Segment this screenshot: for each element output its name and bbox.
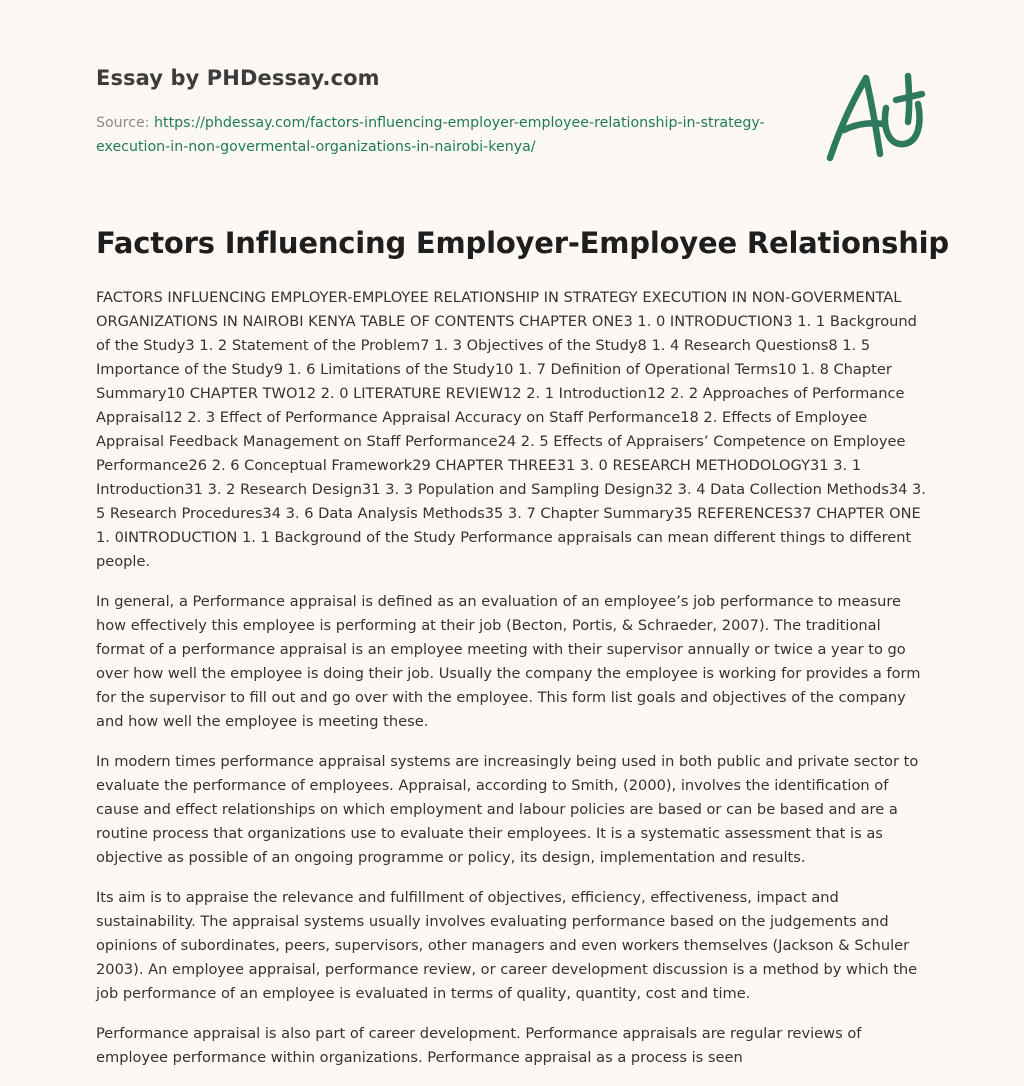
paragraph: FACTORS INFLUENCING EMPLOYER-EMPLOYEE RELATIONSHIP IN STRATEGY EXECUTION IN NON-GOVERMENTAL ORGANIZATIONS IN NAIROBI KENYA TABLE OF CONTENTS CHAPTER ONE3 1. 0 INTRODUCTION3 1. 1 Background of the Study3 1. 2 Statement of the Problem7 1. 3 Objectives of the Study8 1. 4 Research Questions8 1. 5 Importance of the Study9 1. 6 Limitations of the Study10 1. 7 Definition of Operational Terms10 1. 8 Chapter Summary10 CHAPTER TWO12 2. 0 LITERATURE REVIEW12 2. 1 Introduction12 2. 2 Approaches of Performance Appraisal12 2. 3 Effect of Performance Appraisal Accuracy on Staff Performance18 2. Effects of Employee Appraisal Feedback Management on Staff Performance24 2. 5 Effects of Appraisers’ Competence on Employee Performance26 2. 6 Conceptual Framework29 CHAPTER THREE31 3. 0 RESEARCH METHODOLOGY31 3. 1 Introduction31 3. 2 Research Design31 3. 3 Population and Sampling Design32 3. 4 Data Collection Methods34 3. 5 Research Procedures34 3. 6 Data Analysis Methods35 3. 7 Chapter Summary35 REFERENCES37 CHAPTER ONE 1. 0INTRODUCTION 1. 1 Background of the Study Performance appraisals can mean different things to different people. xyxy=(96,289,926,570)
document-title: Factors Influencing Employer-Employee Relationship xyxy=(96,226,949,260)
paragraph: Performance appraisal is also part of career development. Performance appraisals are regular reviews of employee performance within organizations. Performance appraisal as a process is seen xyxy=(96,1025,862,1066)
source-label: Source: xyxy=(96,115,150,131)
paragraph: In general, a Performance appraisal is defined as an evaluation of an employee’s job performance to measure how effectively this employee is performing at their job (Becton, Portis, & Schraeder, 2007). The traditional format of a performance appraisal is an employee meeting with their supervisor annually or twice a year to go over how well the employee is doing their job. Usually the company the employee is working for provides a form for the supervisor to fill out and go over with the employee. This form list goals and objectives of the company and how well the employee is meeting these. xyxy=(96,593,921,730)
paragraph: In modern times performance appraisal systems are increasingly being used in both public and private sector to evaluate the performance of employees. Appraisal, according to Smith, (2000), involves the identification of cause and effect relationships on which employment and labour policies are based or can be based and are a routine process that organizations use to evaluate their employees. It is a systematic assessment that is as objective as possible of an ongoing programme or policy, its design, implementation and results. xyxy=(96,753,919,866)
source-line xyxy=(96,111,776,159)
document-body xyxy=(96,286,930,1086)
paragraph: Its aim is to appraise the relevance and fulfillment of objectives, efficiency, effectiveness, impact and sustainability. The appraisal systems usually involves evaluating performance based on the judgements and opinions of subordinates, peers, supervisors, other managers and even workers themselves (Jackson & Schuler 2003). An employee appraisal, performance review, or career development discussion is a method by which the job performance of an employee is evaluated in terms of quality, quantity, cost and time. xyxy=(96,889,918,1002)
a-plus-grade-icon xyxy=(822,66,934,166)
site-title: Essay by PHDessay.com xyxy=(96,66,380,90)
source-link[interactable]: https://phdessay.com/factors-influencing-employer-employee-relationship-in-strategy-execution-in-non-govermental-organizations-in-nairobi-kenya/ xyxy=(96,115,765,155)
